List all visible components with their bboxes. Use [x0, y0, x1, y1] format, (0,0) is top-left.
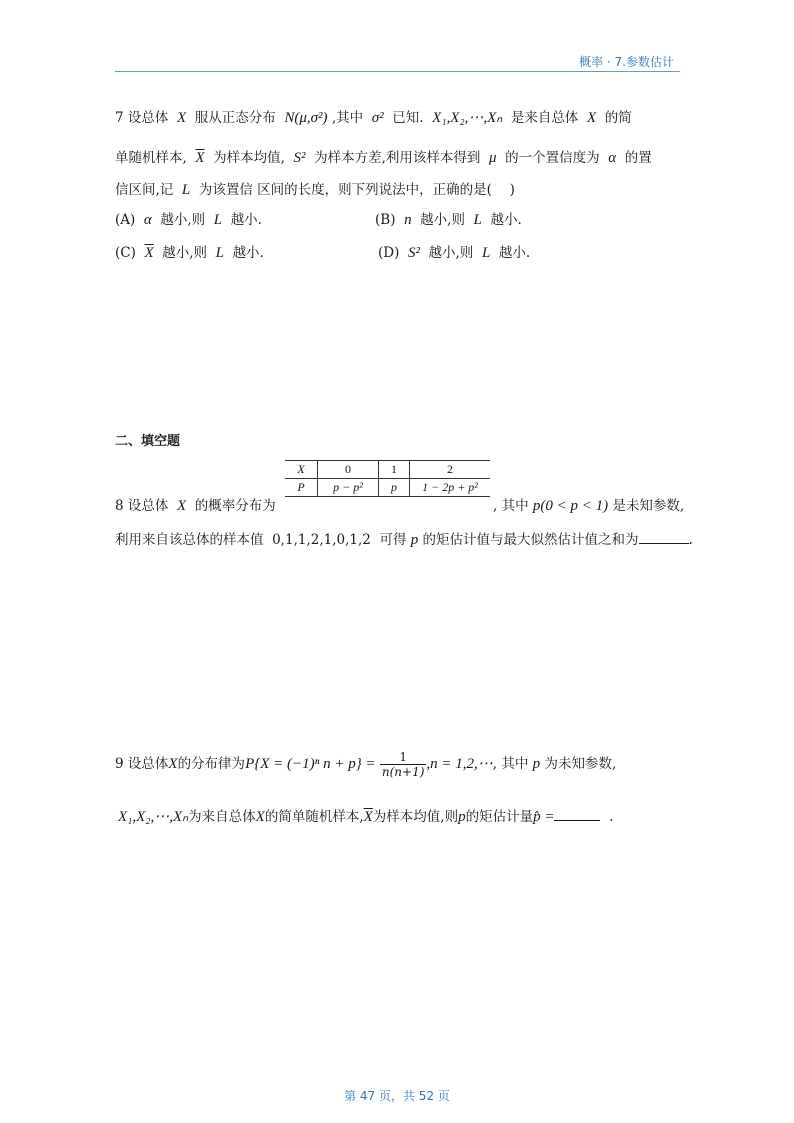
q7-text: 为样本方差,利用该样本得到	[314, 150, 481, 166]
q7-text: 的置	[624, 150, 652, 166]
q9-xbar: $\overline{X}$	[363, 809, 373, 825]
q9-formula: P{X = (−1)ⁿ n + p} =	[245, 756, 376, 772]
option-text: 越小.	[498, 245, 531, 261]
q8-line2	[115, 528, 693, 549]
q8-text: .	[688, 532, 693, 548]
table-cell: p	[379, 479, 410, 497]
q7-text: 是来自总体	[510, 110, 579, 126]
q8-text: 的概率分布为	[194, 498, 276, 514]
q7-text: 为该置信 区间的长度，则下列说法中，正确的是( )	[198, 182, 515, 198]
option-text: 越小,则	[160, 212, 206, 228]
option-label: (B)	[375, 212, 396, 228]
q8-condition: p(0 < p < 1)	[532, 498, 609, 514]
option-var: n	[404, 212, 412, 228]
q9-range: ,n = 1,2,⋯	[426, 756, 493, 772]
q8-var-x: X	[176, 498, 187, 514]
option-var: α	[143, 212, 152, 228]
q9-text: 设总体	[127, 756, 169, 772]
page-footer: 第 47 页，共 52 页	[344, 1089, 450, 1103]
q7-text: 信区间,记	[115, 182, 174, 198]
q8-text: 的矩估计值与最大似然估计值之和为	[422, 532, 639, 548]
option-label: (A)	[115, 212, 136, 228]
fraction-denominator: n(n+1)	[381, 765, 425, 779]
option-text: 越小,则	[162, 245, 208, 261]
option-var: $\overline{X}$	[144, 245, 154, 261]
q9-estimator: p̂ =	[533, 809, 555, 825]
q7-option-a	[115, 208, 262, 229]
fraction-numerator: 1	[380, 750, 427, 765]
q7-text: 的简	[604, 110, 632, 126]
option-label: (D)	[378, 245, 400, 261]
q7-sample: X₁,X₂,⋯,Xₙ	[432, 110, 503, 126]
q8-sample-values: 0,1,1,2,1,0,1,2	[272, 532, 371, 548]
q7-number: 7	[115, 110, 124, 126]
option-text: 越小,则	[428, 245, 474, 261]
q9-text: 的简单随机样本,	[264, 809, 364, 825]
q7-text: 的一个置信度为	[505, 150, 600, 166]
distribution-table	[285, 460, 490, 497]
option-text: 越小.	[490, 212, 522, 228]
table-cell: P	[285, 479, 318, 497]
q9-var-p: p	[532, 756, 541, 772]
option-text: 越小.	[230, 212, 262, 228]
section-title: 二、填空题	[115, 434, 181, 449]
option-label: (C)	[115, 245, 136, 261]
option-var-l: L	[473, 212, 482, 228]
table-cell: 2	[410, 461, 491, 479]
table-cell: 1 − 2p + p²	[410, 479, 491, 497]
q7-option-b	[375, 208, 522, 229]
option-text: 越小,则	[420, 212, 465, 228]
option-var-l: L	[215, 245, 224, 261]
q7-option-d	[378, 241, 530, 262]
q9-line1	[115, 750, 616, 779]
q7-var-l: L	[181, 182, 191, 198]
q9-text: 的矩估计量	[465, 809, 534, 825]
q7-text: 服从正态分布	[194, 110, 276, 126]
q9-text: .	[609, 809, 614, 825]
q9-line2	[118, 805, 613, 826]
q8-text: 是未知参数,	[612, 498, 685, 514]
q9-number: 9	[115, 756, 124, 772]
q8-number: 8	[115, 498, 124, 514]
table-row	[285, 479, 490, 497]
q9-fraction	[380, 750, 427, 779]
q7-line2	[115, 146, 652, 167]
q7-line1	[115, 106, 632, 127]
q7-alpha: α	[608, 150, 617, 166]
q7-text: 单随机样本,	[115, 150, 187, 166]
table-cell: 0	[318, 461, 379, 479]
q8-text: 设总体	[127, 498, 169, 514]
q9-text: , 其中	[492, 756, 529, 772]
q7-sigma2: σ²	[371, 110, 384, 126]
q7-line3	[115, 178, 515, 199]
table-cell: p − p²	[318, 479, 379, 497]
option-text: 越小.	[232, 245, 264, 261]
option-var: S²	[407, 245, 420, 261]
table-cell: 1	[379, 461, 410, 479]
q7-normal-dist: N(μ,σ²)	[284, 110, 328, 126]
header-rule	[115, 71, 680, 72]
q7-mu: μ	[489, 150, 497, 166]
option-var-l: L	[213, 212, 223, 228]
q9-text: 为样本均值,则	[372, 809, 459, 825]
q7-var-x: X	[586, 110, 597, 126]
q9-text: 的分布律为	[177, 756, 246, 772]
q7-xbar: $\overline{X}$	[195, 150, 205, 166]
q8-text: 利用来自该总体的样本值	[115, 532, 264, 548]
q7-option-c	[115, 241, 264, 262]
q7-text: 为样本均值,	[213, 150, 285, 166]
option-var-l: L	[481, 245, 491, 261]
q9-var-p: p	[458, 809, 466, 825]
q9-var-x: X	[255, 809, 265, 825]
q7-s2: S²	[293, 150, 306, 166]
answer-blank[interactable]	[554, 808, 600, 821]
q7-text: 已知.	[392, 110, 424, 126]
header-title: 概率 · 7.参数估计	[579, 55, 674, 69]
q8-var-p: p	[410, 532, 419, 548]
table-row	[285, 461, 490, 479]
q8-text: , 其中	[493, 498, 529, 514]
q7-text: ,其中	[331, 110, 364, 126]
q8-line1	[115, 494, 276, 515]
q9-text: 为来自总体	[188, 809, 256, 825]
q9-var-x: X	[168, 756, 178, 772]
table-cell: X	[285, 461, 318, 479]
q8-line1-end	[493, 494, 684, 515]
q7-text: 设总体	[127, 110, 169, 126]
q9-sample: X₁,X₂,⋯,Xₙ	[118, 809, 189, 825]
answer-blank[interactable]	[639, 531, 689, 544]
q7-var-x: X	[176, 110, 187, 126]
q9-text: 为未知参数,	[544, 756, 617, 772]
page-header	[115, 50, 680, 70]
q8-text: 可得	[379, 532, 407, 548]
